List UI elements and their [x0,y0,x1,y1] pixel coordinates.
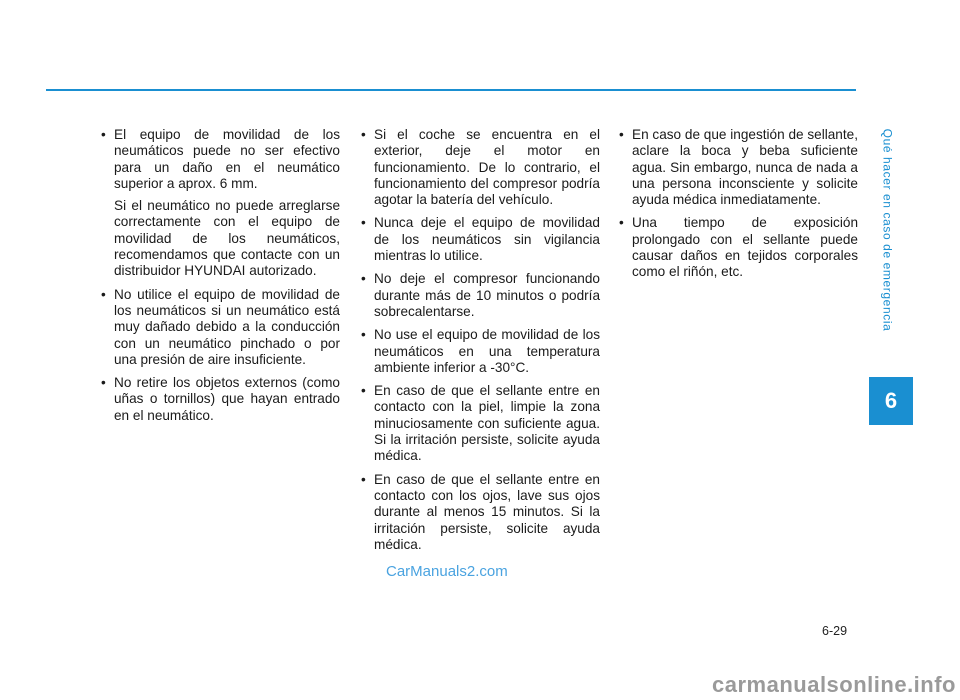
text-column-2 [358,127,600,560]
text-column-1 [98,127,340,431]
page-number: 6-29 [822,624,848,638]
bullet-text: El equipo de movilidad de los neumáticos puede no ser efectivo para un daño en el neumático superior a aprox. 6 mm. [114,127,340,191]
watermark-link[interactable]: CarManuals2.com [386,563,508,580]
bullet-text: No use el equipo de movilidad de los neumáticos en una temperatura ambiente inferior a -30°C. [374,327,600,375]
chapter-tab[interactable] [869,377,913,425]
bullet-item [358,215,600,264]
bullet-item [358,472,600,553]
text-column-3 [616,127,858,288]
bullet-list [616,127,858,281]
bullet-item [358,383,600,464]
bullet-text: No retire los objetos externos (como uñas o tornillos) que hayan entrado en el neumático. [114,375,340,423]
bullet-text: Una tiempo de exposición prolongado con el sellante puede causar daños en tejidos corporales como el riñón, etc. [632,215,858,280]
bullet-text: En caso de que el sellante entre en contacto con los ojos, lave sus ojos durante al menos 15 minutos. Si la irritación persiste, solicite ayuda médica. [374,471,600,552]
bullet-item [358,127,600,208]
bullet-item [616,127,858,208]
section-title-text: Qué hacer en caso de emergencia [880,128,894,332]
bullet-subparagraph: Si el neumático no puede arreglarse correctamente con el equipo de movilidad de los neumáticos, recomendamos que contacte con un distribuidor HYUNDAI autorizado. [114,198,340,279]
bullet-item [358,271,600,320]
bullet-text: No deje el compresor funcionando durante más de 10 minutos o podría sobrecalentarse. [374,271,600,319]
bullet-text: Si el coche se encuentra en el exterior, deje el motor en funcionamiento. De lo contrario, el funcionamiento del compresor podría agotar la batería del vehículo. [374,127,600,208]
header-rule [46,89,856,91]
bullet-text: En caso de que ingestión de sellante, aclare la boca y beba suficiente agua. Sin embargo, nunca de nada a una persona inconsciente y solicite ayuda médica inmediatamente. [632,127,858,208]
footer-site-watermark: carmanualsonline.info [712,672,956,697]
bullet-list [98,127,340,424]
bullet-item [98,127,340,280]
bullet-text: Nunca deje el equipo de movilidad de los neumáticos sin vigilancia mientras lo utilice. [374,215,600,264]
bullet-list [358,127,600,553]
bullet-item [616,215,858,280]
bullet-text: No utilice el equipo de movilidad de los neumáticos si un neumático está muy dañado debido a la conducción con un neumático pinchado o por una presión de aire insuficiente. [114,286,340,367]
bullet-text: En caso de que el sellante entre en contacto con la piel, limpie la zona minuciosamente con suficiente agua. Si la irritación persiste, solicite ayuda médica. [374,383,600,464]
section-title [872,95,902,365]
bullet-item [98,375,340,424]
chapter-number: 6 [884,388,898,413]
bullet-item [98,287,340,368]
bullet-item [358,327,600,376]
